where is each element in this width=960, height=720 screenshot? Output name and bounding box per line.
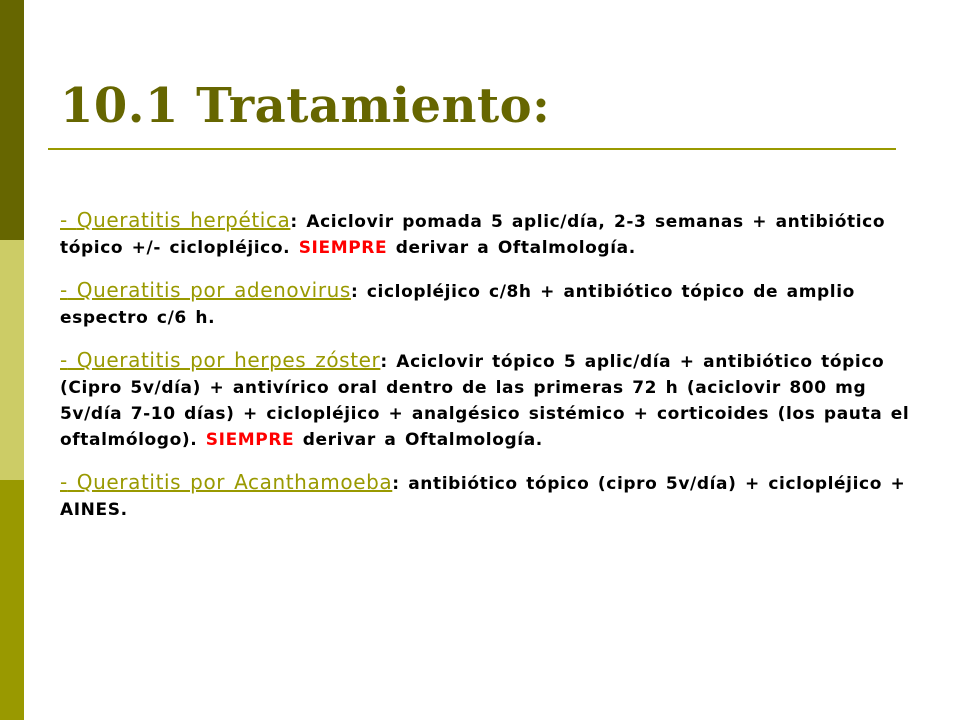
bullet-dash: - xyxy=(60,208,77,232)
slide-content xyxy=(60,207,910,539)
item-heading-adenovirus: Queratitis por adenovirus xyxy=(67,278,351,302)
item-text: : Aciclovir pomada 5 aplic/día, 2-3 semanas + antibiótico tópico +/- ciclopléjico. xyxy=(60,212,886,258)
list-item-adenovirus xyxy=(60,277,910,331)
item-text-after: derivar a Oftalmología. xyxy=(387,238,636,258)
item-text: : ciclopléjico c/8h + antibiótico tópico de amplio espectro c/6 h. xyxy=(60,282,855,328)
emphasis-text: SIEMPRE xyxy=(205,430,295,450)
item-heading-herpes-zoster: Queratitis por herpes zóster xyxy=(67,348,381,372)
item-text-after: derivar a Oftalmología. xyxy=(294,430,543,450)
item-heading-acanthamoeba: Queratitis por Acanthamoeba xyxy=(67,470,393,494)
item-text: : Aciclovir tópico 5 aplic/día + antibiótico tópico (Cipro 5v/día) + antivírico oral dentro de las primeras 72 h (aciclovir 800 mg 5v/día 7-10 días) + ciclopléjico + analgésico sistémico + corticoides (los pauta el oftalmólogo). xyxy=(60,352,910,450)
item-heading-herpetica: Queratitis herpética xyxy=(76,208,291,232)
list-item-herpetica xyxy=(60,207,910,261)
left-accent-bar xyxy=(0,0,24,720)
accent-bar-bottom-segment xyxy=(0,480,24,720)
bullet-dash: - xyxy=(60,470,68,494)
accent-bar-top-segment xyxy=(0,0,24,240)
title-underline-rule xyxy=(48,148,896,150)
slide-title: 10.1 Tratamiento: xyxy=(60,78,551,134)
item-text: : antibiótico tópico (cipro 5v/día) + ciclopléjico + AINES. xyxy=(60,474,906,520)
accent-bar-middle-segment xyxy=(0,240,24,480)
bullet-dash: - xyxy=(60,348,68,372)
bullet-dash: - xyxy=(60,278,68,302)
list-item-acanthamoeba xyxy=(60,469,910,523)
emphasis-text: SIEMPRE xyxy=(298,238,388,258)
list-item-herpes-zoster xyxy=(60,347,910,453)
